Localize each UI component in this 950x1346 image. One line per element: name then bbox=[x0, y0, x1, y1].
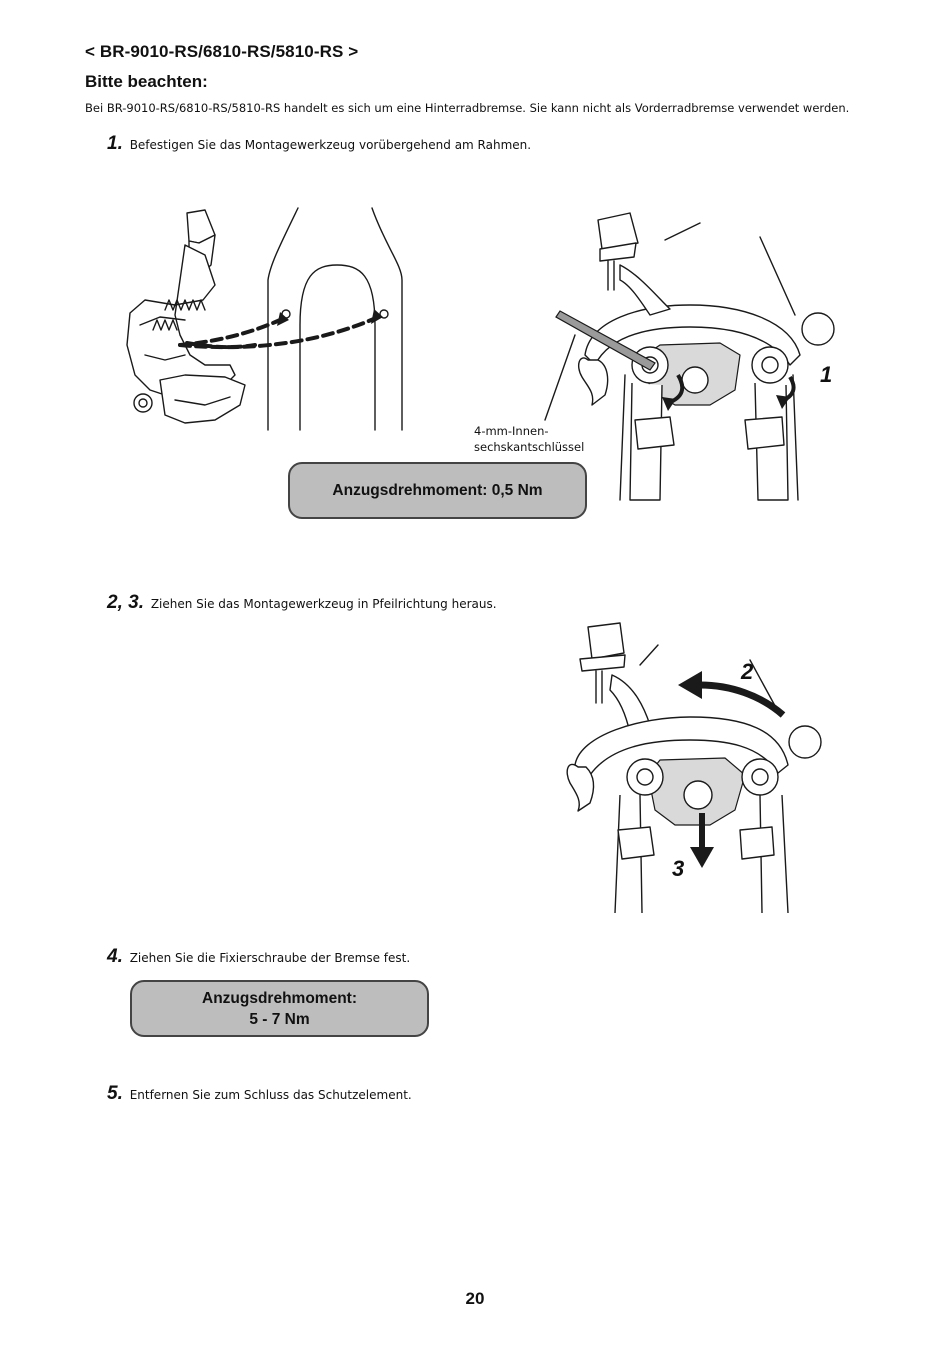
torque-box-1-text: Anzugsdrehmoment: 0,5 Nm bbox=[332, 482, 543, 499]
figure2-label-3: 3 bbox=[672, 856, 685, 881]
hex-key-callout bbox=[474, 423, 584, 455]
brake-caliper-front-illustration-1 bbox=[550, 205, 850, 505]
step-1-number: 1. bbox=[107, 133, 123, 154]
step-4-number: 4. bbox=[107, 946, 123, 967]
step-2-3 bbox=[107, 592, 497, 614]
torque-box-2-line1: Anzugsdrehmoment: bbox=[202, 989, 357, 1007]
torque-box-2 bbox=[130, 980, 429, 1037]
torque-box-2-line2: 5 - 7 Nm bbox=[249, 1010, 310, 1028]
step-4 bbox=[107, 946, 410, 968]
step-1 bbox=[107, 133, 531, 155]
torque-box-1 bbox=[288, 462, 587, 519]
model-title: < BR-9010-RS/6810-RS/5810-RS > bbox=[85, 42, 359, 61]
hex-key-callout-line1: 4-mm-Innen- bbox=[474, 424, 549, 438]
figure2-label-2: 2 bbox=[741, 659, 754, 684]
hex-key-callout-line2: sechskantschlüssel bbox=[474, 440, 585, 454]
step-1-text: Befestigen Sie das Montagewerkzeug vorübergehend am Rahmen. bbox=[129, 138, 532, 152]
brake-caliper-front-illustration-2 bbox=[550, 615, 850, 915]
notice-text: Bei BR-9010-RS/6810-RS/5810-RS handelt es sich um eine Hinterradbremse. Sie kann nicht als Vorderradbremse verwendet werden. bbox=[85, 101, 850, 115]
step-4-text: Ziehen Sie die Fixierschraube der Bremse fest. bbox=[129, 951, 411, 965]
page-number: 20 bbox=[465, 1289, 485, 1308]
notice-heading: Bitte beachten: bbox=[85, 72, 208, 91]
step-5-number: 5. bbox=[107, 1083, 123, 1104]
step-2-3-number: 2, 3. bbox=[107, 592, 144, 613]
step-5 bbox=[107, 1083, 412, 1105]
frame-tool-attachment-illustration bbox=[180, 205, 410, 430]
figure1-label-1: 1 bbox=[820, 362, 833, 387]
step-2-3-text: Ziehen Sie das Montagewerkzeug in Pfeilrichtung heraus. bbox=[150, 597, 497, 611]
step-5-text: Entfernen Sie zum Schluss das Schutzelement. bbox=[129, 1088, 412, 1102]
